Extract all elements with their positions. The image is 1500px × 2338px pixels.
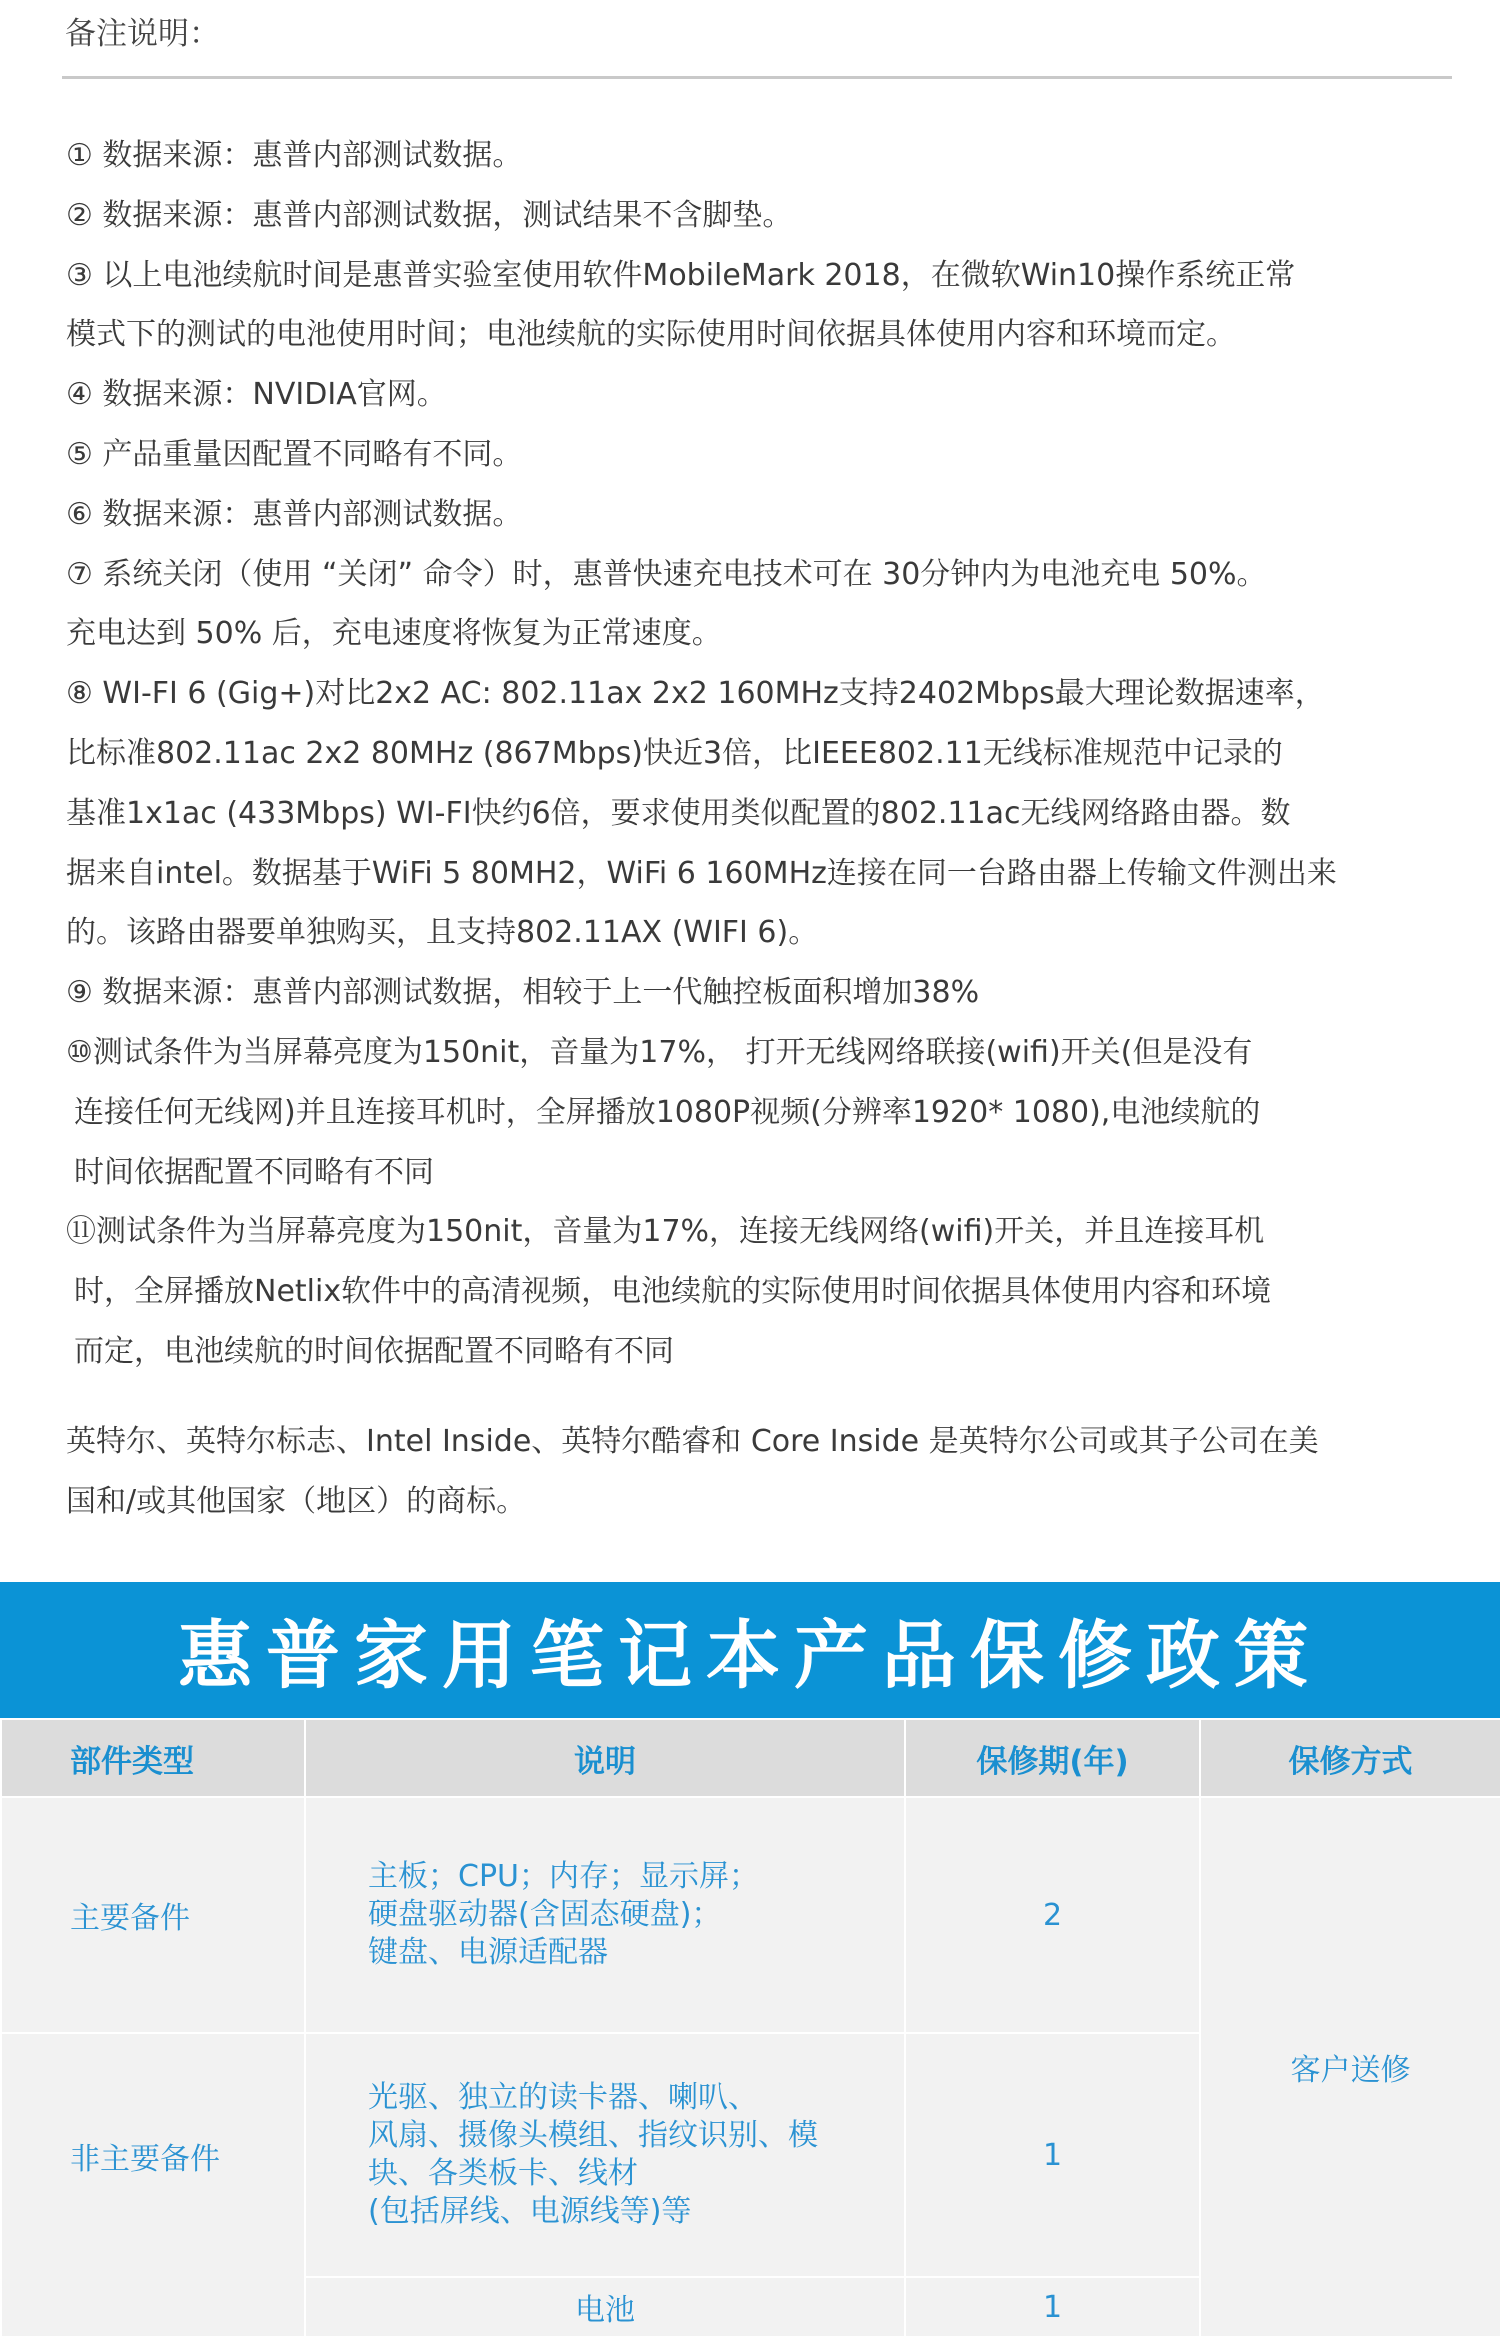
note-line: ⑦ 系统关闭（使用 “关闭” 命令）时，惠普快速充电技术可在 30分钟内为电池充电 50%。 [66, 556, 1267, 592]
note-line: 充电达到 50% 后，充电速度将恢复为正常速度。 [66, 616, 722, 652]
table-row [1, 1797, 1500, 2033]
note-item [66, 963, 1466, 1023]
note-line: ⑨ 数据来源：惠普内部测试数据，相较于上一代触控板面积增加38% [66, 975, 980, 1011]
note-line: 据来自intel。数据基于WiFi 5 80MH2，WiFi 6 160MHz连接在同一台路由器上传输文件测出来 [66, 855, 1337, 891]
part-type-cell: 非主要备件 [1, 2033, 305, 2337]
note-line: 时，全屏播放Netlix软件中的高清视频，电池续航的实际使用时间依据具体使用内容和环境 [74, 1274, 1272, 1310]
description-cell [305, 2033, 905, 2277]
trademark-line: 英特尔、英特尔标志、Intel Inside、英特尔酷睿和 Core Inside 是英特尔公司或其子公司在美 [66, 1424, 1319, 1459]
note-line: ⑪测试条件为当屏幕亮度为150nit，音量为17%，连接无线网络(wifi)开关，并且连接耳机 [66, 1214, 1265, 1250]
warranty-years-cell: 1 [905, 2033, 1200, 2277]
note-item [66, 425, 1466, 485]
header-description: 说明 [305, 1719, 905, 1797]
note-line: ⑥ 数据来源：惠普内部测试数据。 [66, 496, 523, 532]
note-item [66, 246, 1466, 366]
trademark-notice [66, 1412, 1466, 1532]
note-line: 比标准802.11ac 2x2 80MHz (867Mbps)快近3倍，比IEEE802.11无线标准规范中记录的 [66, 735, 1283, 771]
note-item [66, 186, 1466, 246]
warranty-method-cell: 客户送修 [1200, 1797, 1500, 2337]
header-warranty-method: 保修方式 [1200, 1719, 1500, 1797]
warranty-years-cell: 2 [905, 1797, 1200, 2033]
note-line: 连接任何无线网)并且连接耳机时，全屏播放1080P视频(分辨率1920* 1080),电池续航的 [74, 1094, 1261, 1130]
note-line: ③ 以上电池续航时间是惠普实验室使用软件MobileMark 2018，在微软Win10操作系统正常 [66, 257, 1296, 293]
warranty-title: 惠普家用笔记本产品保修政策 [178, 1613, 1322, 1699]
description-line: 硬盘驱动器(含固态硬盘)； [368, 1897, 722, 1932]
warranty-banner [0, 1582, 1500, 1718]
header-warranty-years: 保修期(年) [905, 1719, 1200, 1797]
note-item [66, 545, 1466, 665]
note-line: ⑤ 产品重量因配置不同略有不同。 [66, 436, 523, 472]
note-item [66, 126, 1466, 186]
warranty-table [0, 1718, 1500, 2338]
description-cell: 电池 [305, 2277, 905, 2337]
description-line: 块、各类板卡、线材 [368, 2156, 638, 2191]
header-part-type: 部件类型 [1, 1719, 305, 1797]
note-line: ② 数据来源：惠普内部测试数据，测试结果不含脚垫。 [66, 197, 793, 233]
note-line: 而定，电池续航的时间依据配置不同略有不同 [74, 1333, 674, 1369]
note-item [66, 365, 1466, 425]
note-item [66, 485, 1466, 545]
description-line: (包括屏线、电源线等)等 [368, 2194, 692, 2229]
note-line: 模式下的测试的电池使用时间；电池续航的实际使用时间依据具体使用内容和环境而定。 [66, 317, 1236, 353]
part-type-cell: 主要备件 [1, 1797, 305, 2033]
note-item [66, 1202, 1466, 1381]
notes-list [66, 126, 1466, 1382]
warranty-years-cell: 1 [905, 2277, 1200, 2337]
note-line: 基准1x1ac (433Mbps) WI-FI快约6倍，要求使用类似配置的802.11ac无线网络路由器。数 [66, 795, 1291, 831]
description-line: 光驱、独立的读卡器、喇叭、 [368, 2080, 758, 2115]
description-line: 主板；CPU；内存；显示屏； [368, 1859, 759, 1894]
note-line: ⑩测试条件为当屏幕亮度为150nit，音量为17%， 打开无线网络联接(wifi)开关(但是没有 [66, 1034, 1253, 1070]
note-item [66, 664, 1466, 963]
note-item [66, 1023, 1466, 1202]
notes-header: 备注说明： [65, 16, 220, 52]
note-line: 的。该路由器要单独购买，且支持802.11AX (WIFI 6)。 [66, 915, 819, 951]
description-cell [305, 1797, 905, 2033]
table-header-row [1, 1719, 1500, 1797]
note-line: ④ 数据来源：NVIDIA官网。 [66, 377, 447, 413]
note-line: ① 数据来源：惠普内部测试数据。 [66, 138, 523, 173]
trademark-line: 国和/或其他国家（地区）的商标。 [66, 1484, 527, 1519]
header-divider [62, 76, 1452, 79]
note-line: ⑧ WI-FI 6 (Gig+)对比2x2 AC: 802.11ax 2x2 160MHz支持2402Mbps最大理论数据速率， [66, 676, 1325, 712]
note-line: 时间依据配置不同略有不同 [74, 1154, 434, 1190]
description-line: 键盘、电源适配器 [368, 1935, 608, 1970]
description-line: 风扇、摄像头模组、指纹识别、模 [368, 2118, 818, 2153]
